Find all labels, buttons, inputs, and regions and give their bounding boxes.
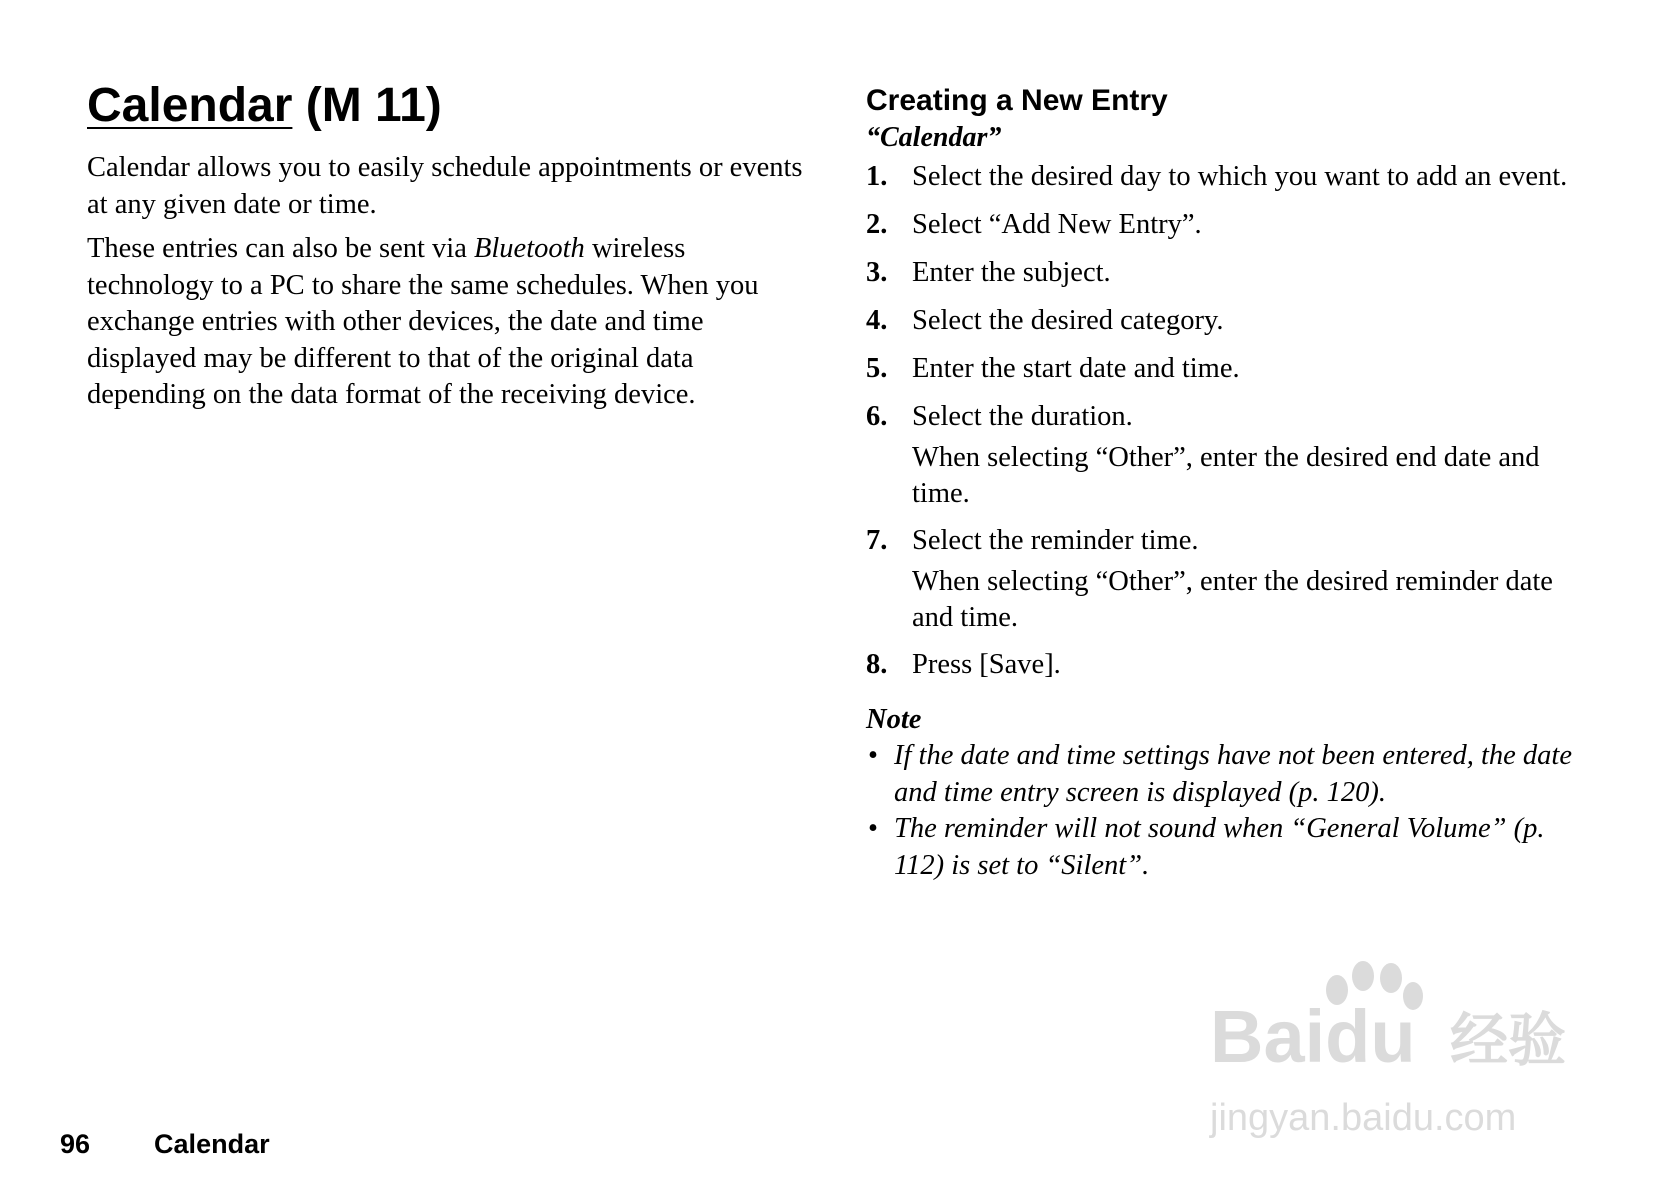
page-footer <box>60 1128 270 1160</box>
watermark-brand <box>1210 995 1416 1078</box>
footer-section-title: Calendar <box>154 1129 270 1159</box>
page-title <box>87 78 442 134</box>
right-column <box>866 82 1586 884</box>
step-number: 1. <box>866 161 888 192</box>
step-item <box>866 350 1586 388</box>
step-number: 2. <box>866 209 888 240</box>
step-text: Enter the start date and time. <box>912 353 1240 384</box>
steps-list <box>866 158 1586 684</box>
bluetooth-paragraph <box>87 231 807 414</box>
step-subtext: When selecting “Other”, enter the desired end date and time. <box>912 442 1540 509</box>
step-text: Select the desired category. <box>912 305 1224 336</box>
step-text: Select the duration. <box>912 401 1133 432</box>
bluetooth-term: Bluetooth <box>473 233 585 264</box>
step-item <box>866 206 1586 244</box>
page-number: 96 <box>60 1129 91 1159</box>
notes-list <box>866 738 1586 884</box>
note-item <box>866 738 1586 811</box>
step-subtext: When selecting “Other”, enter the desired reminder date and time. <box>912 566 1553 633</box>
step-number: 4. <box>866 305 888 336</box>
step-text: Select the reminder time. <box>912 525 1199 556</box>
step-text: Enter the subject. <box>912 257 1111 288</box>
step-item <box>866 522 1586 636</box>
watermark-url: jingyan.baidu.com <box>1210 1097 1517 1139</box>
note-text: The reminder will not sound when “General Volume” (p. 112) is set to “Silent”. <box>894 813 1545 881</box>
bluetooth-paragraph-start: These entries can also be sent via <box>87 233 474 264</box>
menu-path: “Calendar” <box>866 122 1002 153</box>
note-text: If the date and time settings have not been entered, the date and time entry screen is displayed (p. 120). <box>894 740 1573 808</box>
step-number: 6. <box>866 401 888 432</box>
intro-paragraph: Calendar allows you to easily schedule appointments or events at any given date or time. <box>87 152 803 220</box>
baidu-watermark-logo <box>1205 950 1605 1150</box>
step-item <box>866 398 1586 512</box>
bullet-icon: • <box>868 740 878 771</box>
bullet-icon: • <box>868 813 878 844</box>
page-title-suffix: (M 11) <box>292 79 442 132</box>
step-item <box>866 302 1586 340</box>
step-item <box>866 254 1586 292</box>
step-text: Press [Save]. <box>912 649 1061 680</box>
note-item <box>866 811 1586 884</box>
step-item <box>866 158 1586 196</box>
section-title: Creating a New Entry <box>866 84 1168 117</box>
left-column <box>87 150 807 422</box>
step-text: Select the desired day to which you want to add an event. <box>912 161 1568 192</box>
step-number: 3. <box>866 257 888 288</box>
note-heading: Note <box>866 704 922 735</box>
step-text: Select “Add New Entry”. <box>912 209 1202 240</box>
bluetooth-paragraph-end: wireless technology to a PC to share the same schedules. When you exchange entries with other devices, the date and time displayed may be different to that of the original data depending on the data format of the receiving device. <box>87 233 759 410</box>
step-number: 7. <box>866 525 888 556</box>
watermark-brand-chinese: 经验 <box>1450 1006 1567 1074</box>
watermark-brand-bai: Bai <box>1210 995 1326 1078</box>
step-number: 5. <box>866 353 888 384</box>
page-title-main: Calendar <box>87 79 293 132</box>
step-item <box>866 646 1586 684</box>
watermark-brand-du: du <box>1325 995 1416 1078</box>
step-number: 8. <box>866 649 888 680</box>
